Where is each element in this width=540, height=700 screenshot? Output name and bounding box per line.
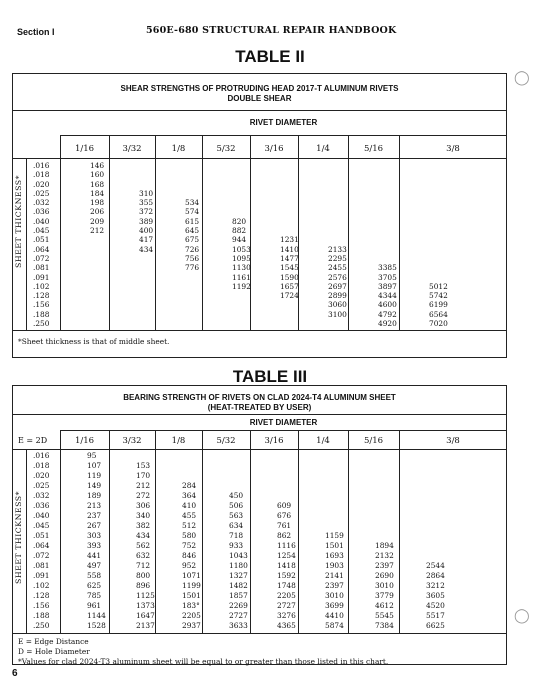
value-column: 3385 3705 3897 4344 4600 4792 4920 (378, 263, 397, 329)
column-divider (348, 430, 349, 633)
table-3-sheet-thickness-label: SHEET THICKNESS* (14, 490, 23, 584)
value-column: 146 160 168 184 198 206 209 212 (90, 161, 105, 236)
column-header: 1/4 (316, 436, 330, 446)
column-divider (348, 135, 349, 330)
divider (12, 449, 507, 450)
column-divider (298, 430, 299, 633)
table-3-rivet-heading: RIVET DIAMETER (249, 418, 318, 427)
column-header: 3/8 (446, 436, 460, 446)
margin-punch-mark: ◯ (514, 70, 530, 86)
value-column: 1894 2132 2397 2690 3010 3779 4612 5545 7384 (375, 541, 394, 630)
value-column: 5012 5742 6199 6564 7020 (429, 281, 448, 329)
value-column: 2544 2864 3212 3605 4520 5517 6625 (426, 561, 445, 630)
divider (12, 330, 507, 331)
column-header: 5/16 (363, 436, 384, 446)
column-header: 3/16 (264, 144, 284, 154)
column-header: 1/8 (171, 436, 186, 446)
column-header: 3/32 (122, 144, 142, 154)
column-divider (399, 135, 400, 330)
handbook-title: 560E-680 STRUCTURAL REPAIR HANDBOOK (146, 25, 397, 36)
value-column: 1231 1410 1477 1545 1590 1657 1724 (280, 235, 299, 301)
table-3-subtitle: (HEAT-TREATED BY USER) (207, 403, 312, 412)
column-divider (298, 135, 299, 330)
value-column: 534 574 615 645 675 726 756 776 (185, 198, 200, 273)
column-header: 1/16 (74, 436, 95, 446)
column-divider (109, 135, 110, 330)
table-2-rivet-heading: RIVET DIAMETER (249, 118, 318, 127)
column-header: 1/16 (74, 144, 95, 154)
column-header: 3/32 (122, 436, 142, 446)
value-column: 820 882 944 1053 1095 1130 1161 1192 (232, 216, 251, 291)
column-header: 5/32 (216, 436, 236, 446)
table-2-subtitle: DOUBLE SHEAR (227, 94, 292, 103)
table-2-title: SHEAR STRENGTHS OF PROTRUDING HEAD 2017-T ALUMINUM RIVETS (120, 84, 399, 93)
value-column: 284 364 410 455 512 580 752 846 952 1071 1199 1501 183° 2205 2937 (182, 481, 201, 630)
column-divider (155, 135, 156, 330)
sheet-thickness-column: .016 .018 .020 .025 .032 .036 .040 .045 .051 .064 .072 .081 .091 .102 .128 .156 .188 .250 (33, 451, 50, 630)
divider (26, 158, 27, 330)
column-divider (60, 430, 61, 633)
column-divider (155, 430, 156, 633)
table-3-corner-label: E = 2D (18, 436, 48, 445)
table-2-footnote: *Sheet thickness is that of middle sheet. (18, 337, 170, 346)
value-column: 153 170 212 272 306 340 382 434 562 632 712 800 896 1125 1373 1647 2137 (136, 461, 155, 630)
divider (12, 110, 507, 111)
divider (12, 414, 507, 415)
table-2-label: TABLE II (235, 47, 305, 66)
divider (60, 135, 507, 136)
page-number: 6 (12, 668, 18, 679)
table-3-title: BEARING STRENGTH OF RIVETS ON CLAD 2024-T4 ALUMINUM SHEET (123, 393, 396, 402)
column-divider (399, 430, 400, 633)
divider (60, 430, 507, 431)
table-2-sheet-thickness-label: SHEET THICKNESS* (14, 174, 23, 268)
column-header: 5/16 (363, 144, 384, 154)
table-3-legend-edge: E = Edge Distance (18, 637, 89, 646)
column-divider (109, 430, 110, 633)
divider (12, 158, 507, 159)
sheet-thickness-column: .016 .018 .020 .025 .032 .036 .040 .045 .051 .064 .072 .081 .091 .102 .128 .156 .188 .250 (33, 161, 50, 329)
table-3-footnote: *Values for clad 2024-T3 aluminum sheet will be equal to or greater than those listed in this chart. (18, 657, 389, 666)
divider (26, 449, 27, 633)
column-header: 3/16 (264, 436, 284, 446)
table-3-label: TABLE III (232, 367, 308, 386)
table-3-legend-hole: D = Hole Diameter (18, 647, 90, 656)
value-column: 2133 2295 2455 2576 2697 2899 3060 3100 (328, 244, 347, 319)
value-column: 450 506 563 634 718 933 1043 1180 1327 1482 1857 2269 2727 3633 (229, 491, 248, 630)
value-column: 1159 1501 1693 1903 2141 2397 3010 3699 4410 5874 (325, 531, 344, 630)
divider (12, 633, 507, 634)
column-divider (250, 430, 251, 633)
column-header: 5/32 (216, 144, 236, 154)
column-header: 1/4 (316, 144, 330, 154)
column-header: 1/8 (171, 144, 186, 154)
value-column: 310 355 372 389 400 417 434 (139, 188, 154, 254)
section-label: Section I (17, 27, 55, 37)
column-divider (60, 135, 61, 330)
value-column: 609 676 761 862 1116 1254 1418 1592 1748 2205 2727 3276 4365 (277, 501, 296, 630)
value-column: 95 107 119 149 189 213 237 267 303 393 441 497 558 625 785 961 1144 1528 (87, 451, 106, 630)
margin-punch-mark: ◯ (514, 608, 530, 624)
column-divider (202, 430, 203, 633)
column-header: 3/8 (446, 144, 460, 154)
column-divider (202, 135, 203, 330)
